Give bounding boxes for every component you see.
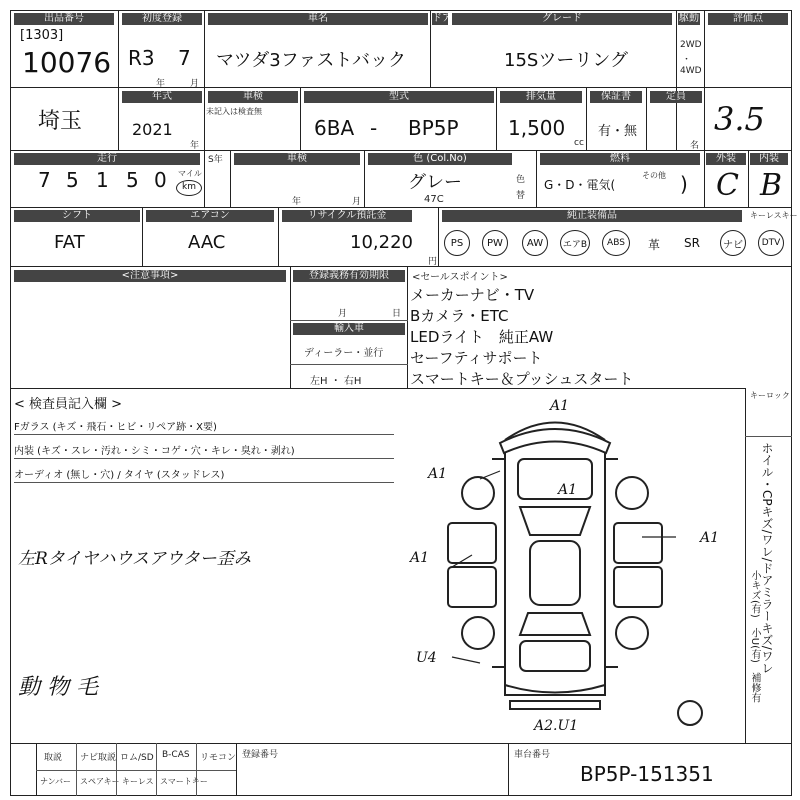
divider <box>438 207 439 266</box>
cc-label: 排気量 <box>500 91 582 103</box>
month-unit: 月 <box>190 79 200 89</box>
divider <box>300 87 301 150</box>
equipment-navi: ナビ <box>720 230 746 256</box>
drive-dot: ・ <box>682 55 692 65</box>
interior-grade: B <box>760 168 783 203</box>
divider <box>14 434 394 435</box>
model-dash: - <box>370 116 378 140</box>
divider <box>278 207 279 266</box>
divider <box>196 743 197 796</box>
equipment-ps: PS <box>444 230 470 256</box>
divider <box>10 87 792 88</box>
divider <box>14 458 394 459</box>
fuel-close: ) <box>680 172 688 196</box>
reg-label: 初度登録 <box>122 13 202 25</box>
year-unit: 年 <box>156 79 166 89</box>
inspection-note: 未記入は検査無 <box>206 107 262 116</box>
divider <box>586 87 587 150</box>
reg-year: R3 <box>128 46 155 70</box>
divider <box>118 10 119 150</box>
divider <box>10 388 745 389</box>
warranty-value: 有・無 <box>598 124 638 139</box>
shift: FAT <box>54 232 85 253</box>
divider <box>10 743 792 744</box>
color: グレー <box>408 172 462 193</box>
mileage-unit-km <box>176 180 202 196</box>
sales-point: LEDライト 純正AW <box>410 328 554 346</box>
fuel-label: 燃料 <box>540 153 700 165</box>
divider <box>116 743 117 796</box>
model-code: BP5P <box>408 116 459 140</box>
expiry-label: 登録義務有効期限 <box>293 270 405 282</box>
car-damage-diagram <box>380 395 730 740</box>
steering: 左H ・ 右H <box>310 376 362 387</box>
ac-label: エアコン <box>146 210 274 222</box>
footer-cell: 取説 <box>44 753 63 763</box>
nen: 年 <box>292 197 302 207</box>
divider <box>142 207 143 266</box>
divider <box>236 743 237 796</box>
lot-number: 10076 <box>22 46 112 79</box>
drive-2wd: 2WD <box>680 40 702 50</box>
caution-label: <注意事項> <box>14 270 286 282</box>
damage-mark: A1 <box>428 466 448 482</box>
exterior-grade: C <box>716 168 739 203</box>
sales-point: スマートキー＆プッシュスタート <box>410 370 634 388</box>
nen: 年 <box>190 141 200 151</box>
damage-mark: A1 <box>700 530 720 546</box>
divider <box>36 770 236 771</box>
warranty-label: 保証書 <box>590 91 642 103</box>
recycle-label: リサイクル預託金 <box>282 210 412 222</box>
sales-point: Bカメラ・ETC <box>410 307 509 325</box>
import-label: 輸入車 <box>293 323 405 335</box>
grade-label: グレード <box>452 13 672 25</box>
handwritten-note: 動 物 毛 <box>18 675 98 700</box>
equipment-dtv: DTV <box>758 230 784 256</box>
mileage-label: 走行 <box>14 153 200 165</box>
equipment-aw: AW <box>522 230 548 256</box>
tsuki: 月 <box>338 309 348 319</box>
fuel-options: G・D・電気( <box>544 178 616 192</box>
equipment-airbag: エアB <box>560 230 590 256</box>
footer-cell: スペアキー <box>80 777 120 786</box>
s-label: S年 <box>208 155 223 165</box>
carname-label: 車名 <box>208 13 428 25</box>
divider <box>704 10 705 150</box>
footer-cell: リモコン <box>200 753 237 763</box>
mileage-digit: 5 <box>126 168 139 192</box>
damage-mark: U4 <box>416 650 437 666</box>
divider <box>14 482 394 483</box>
side-note-sub: 小キズ(有) 小U(有) 補修有 <box>749 570 760 703</box>
footer-cell: ナンバー <box>40 777 72 786</box>
model-year: 2021 <box>132 120 173 139</box>
region: 埼玉 <box>38 109 83 134</box>
reg-no-label: 登録番号 <box>242 750 279 760</box>
drive-label: 駆動 <box>679 13 699 24</box>
keybox-label: キーロック <box>750 391 790 400</box>
divider <box>204 10 205 87</box>
sales-point: セーフティサポート <box>410 349 543 367</box>
color-label: 色 (Col.No) <box>368 153 512 165</box>
cc-unit: cc <box>574 138 584 148</box>
recycle: 10,220 <box>350 232 413 253</box>
carname: マツダ3ファストバック <box>216 50 407 71</box>
side-note-main: ホイル・CPキズ/ワレ/ドアミラーキズ/ワレ <box>760 442 774 674</box>
reg-month: 7 <box>178 46 191 70</box>
recolor-label: 色替 <box>516 175 526 201</box>
divider <box>290 364 408 365</box>
capacity-label: 定員 <box>650 91 702 103</box>
tsuki: 月 <box>352 197 362 207</box>
drive-4wd: 4WD <box>680 66 702 76</box>
keyless-label: キーレスキー <box>750 211 798 220</box>
ac: AAC <box>188 232 226 253</box>
equipment-abs: ABS <box>602 230 630 256</box>
divider <box>704 150 705 207</box>
equipment-pw: PW <box>482 230 508 256</box>
divider <box>10 207 792 208</box>
divider <box>748 150 749 207</box>
footer-cell: ナビ取説 <box>80 753 117 763</box>
chassis-number: BP5P-151351 <box>580 762 714 786</box>
grade: 15Sツーリング <box>504 50 628 71</box>
yen: 円 <box>428 257 438 267</box>
divider <box>10 150 792 151</box>
shift-label: シフト <box>14 210 140 222</box>
chassis-label: 車台番号 <box>514 750 551 760</box>
score-label: 評価点 <box>708 13 788 25</box>
dealer: ディーラー・並行 <box>304 348 384 359</box>
cc-value: 1,500 <box>508 116 566 140</box>
footer-cell: キーレス <box>122 777 154 786</box>
footer-cell: B-CAS <box>162 750 190 760</box>
divider <box>156 743 157 796</box>
fuel-other: その他 <box>642 171 666 180</box>
exterior-label: 外装 <box>706 153 746 165</box>
divider <box>508 743 509 796</box>
handwritten-note: 左Rタイヤハウスアウター歪み <box>18 549 251 569</box>
mileage-unit-mile: マイル <box>178 169 202 178</box>
divider <box>230 150 231 207</box>
lot-label: 出品番号 <box>14 13 114 25</box>
inspector-line3: オーディオ (無し・穴) / タイヤ (スタッドレス) <box>14 470 225 481</box>
model-year-label: 年式 <box>122 91 202 103</box>
damage-mark: A2.U1 <box>534 718 579 734</box>
equipment-label: 純正装備品 <box>442 210 742 222</box>
sales-point: メーカーナビ・TV <box>410 286 535 304</box>
divider <box>676 10 677 150</box>
mileage-digit: 0 <box>154 168 167 192</box>
inspector-title: < 検査員記入欄 > <box>14 397 123 412</box>
color-no: 47C <box>424 194 444 205</box>
mileage-digit: 1 <box>96 168 109 192</box>
divider <box>204 87 205 150</box>
footer-cell: スマートキー <box>160 777 208 786</box>
hi: 日 <box>392 309 402 319</box>
divider <box>76 743 77 796</box>
interior-label: 内装 <box>750 153 788 165</box>
model-prefix: 6BA <box>314 116 355 140</box>
inspector-line1: Fガラス (キズ・飛石・ヒビ・リペア跡・X要) <box>14 422 217 433</box>
footer-cell: ロム/SD <box>120 753 154 763</box>
km-text: km <box>182 182 196 192</box>
damage-mark: A1 <box>410 550 430 566</box>
divider <box>290 320 408 321</box>
mileage-digit: 5 <box>66 168 79 192</box>
lot-sub: [1303] <box>20 28 64 43</box>
inspector-line2: 内装 (キズ・スレ・汚れ・シミ・コゲ・穴・キレ・臭れ・剥れ) <box>14 446 295 457</box>
shaken-label: 車検 <box>234 153 360 165</box>
model-label: 型式 <box>304 91 494 103</box>
divider <box>745 436 792 437</box>
equipment-leather: 革 <box>648 238 661 252</box>
divider <box>430 10 431 87</box>
equipment-sunroof: SR <box>684 236 700 250</box>
mileage-digit: 7 <box>38 168 51 192</box>
divider <box>646 87 647 150</box>
divider <box>496 87 497 150</box>
sales-label: <セールスポイント> <box>412 272 508 283</box>
divider <box>204 150 205 207</box>
score: 3.5 <box>714 100 765 138</box>
divider <box>364 150 365 207</box>
damage-mark: A1 <box>558 482 578 498</box>
divider <box>536 150 537 207</box>
damage-mark: A1 <box>550 398 570 414</box>
capacity-unit: 名 <box>690 141 700 151</box>
door-label: ドア <box>432 13 452 24</box>
inspection-label: 車検 <box>208 91 298 103</box>
